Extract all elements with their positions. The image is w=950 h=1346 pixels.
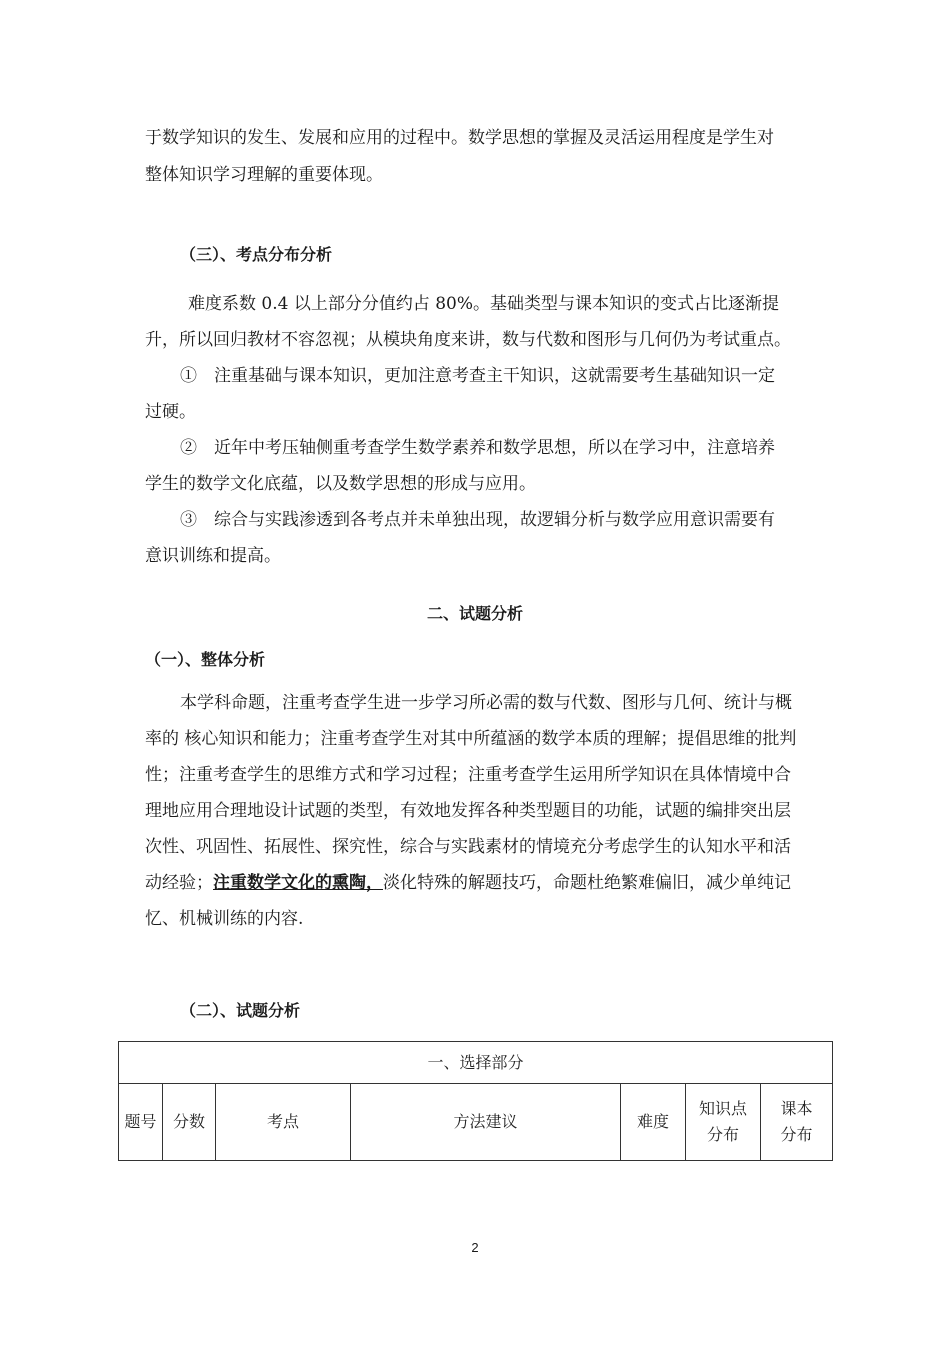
header-text-line: 课本 <box>780 1099 813 1118</box>
paragraph-line <box>145 872 791 894</box>
paragraph-line: 理地应用合理地设计试题的类型，有效地发挥各种类型题目的功能，试题的编排突出层 <box>145 801 791 821</box>
page-number: 2 <box>471 1240 479 1255</box>
header-exam-point: 考点 <box>216 1084 351 1161</box>
list-item-2: ② 近年中考压轴侧重考查学生数学素养和数学思想，所以在学习中，注意培养 <box>180 438 775 458</box>
header-question-no: 题号 <box>119 1084 163 1161</box>
list-item-1-cont: 过硬。 <box>145 402 196 422</box>
header-difficulty: 难度 <box>621 1084 686 1161</box>
text-span: 动经验； <box>145 873 213 893</box>
subsection-heading-2: （二）、试题分析 <box>180 1001 301 1020</box>
analysis-table <box>118 1041 833 1161</box>
header-knowledge-distribution <box>686 1084 761 1161</box>
list-item-2-cont: 学生的数学文化底蕴，以及数学思想的形成与应用。 <box>145 474 536 494</box>
header-score: 分数 <box>163 1084 216 1161</box>
paragraph-line: 难度系数 0.4 以上部分分值约占 80%。基础类型与课本知识的变式占比逐渐提 <box>188 294 780 314</box>
header-method-advice: 方法建议 <box>351 1084 621 1161</box>
paragraph-line: 次性、巩固性、拓展性、探究性，综合与实践素材的情境充分考虑学生的认知水平和活 <box>145 837 791 857</box>
subsection-heading-1: （一）、整体分析 <box>145 650 266 669</box>
paragraph-line: 整体知识学习理解的重要体现。 <box>145 165 383 185</box>
paragraph-line: 升，所以回归教材不容忽视；从模块角度来讲，数与代数和图形与几何仍为考试重点。 <box>145 330 791 350</box>
list-item-1: ① 注重基础与课本知识，更加注意考查主干知识，这就需要考生基础知识一定 <box>180 366 775 386</box>
table-caption: 一、选择部分 <box>119 1042 833 1084</box>
paragraph-line: 性；注重考查学生的思维方式和学习过程；注重考查学生运用所学知识在具体情境中合 <box>145 765 791 785</box>
header-text-line: 知识点 <box>698 1099 747 1118</box>
text-span: 淡化特殊的解题技巧，命题杜绝繁难偏旧，减少单纯记 <box>383 873 791 893</box>
header-textbook-distribution <box>761 1084 833 1161</box>
paragraph-line: 率的 核心知识和能力；注重考查学生对其中所蕴涵的数学本质的理解；提倡思维的批判 <box>145 729 797 749</box>
list-item-3-cont: 意识训练和提高。 <box>145 546 281 566</box>
section-heading-3: （三）、考点分布分析 <box>180 245 333 264</box>
emphasis-underlined: 注重数学文化的熏陶， <box>213 873 383 893</box>
header-text-line: 分布 <box>706 1125 739 1144</box>
list-item-3: ③ 综合与实践渗透到各考点并未单独出现，故逻辑分析与数学应用意识需要有 <box>180 510 775 530</box>
paragraph-line: 本学科命题，注重考查学生进一步学习所必需的数与代数、图形与几何、统计与概 <box>180 693 792 713</box>
paragraph-line: 忆、机械训练的内容. <box>145 909 304 929</box>
part-heading: 二、试题分析 <box>426 604 523 623</box>
paragraph-line: 于数学知识的发生、发展和应用的过程中。数学思想的掌握及灵活运用程度是学生对 <box>145 128 774 148</box>
header-text-line: 分布 <box>780 1125 813 1144</box>
